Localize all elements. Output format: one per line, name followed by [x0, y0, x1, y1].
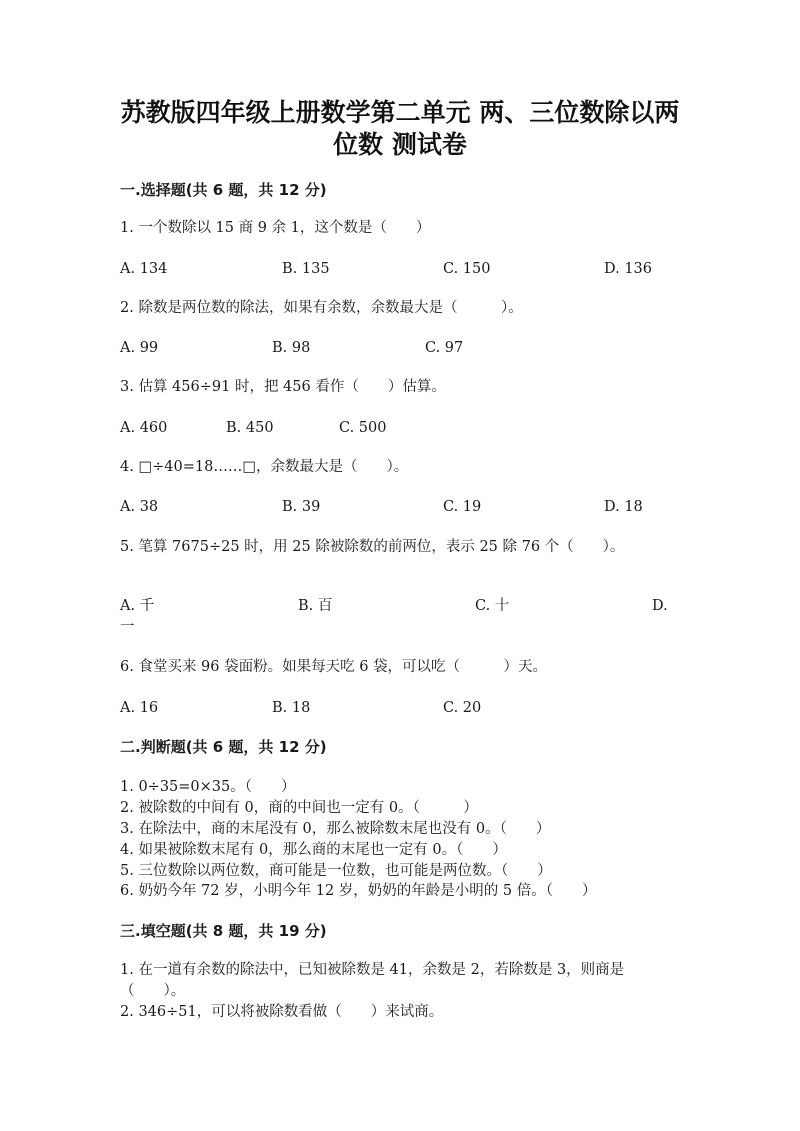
question-text: 3. 估算 456÷91 时，把 456 看作（ ）估算。	[120, 379, 446, 395]
judge-item: 2. 被除数的中间有 0，商的中间也一定有 0。（ ）	[120, 800, 478, 816]
judge-item: 6. 奶奶今年 72 岁，小明今年 12 岁，奶奶的年龄是小明的 5 倍。（ ）	[120, 883, 597, 899]
option-a: A. 99	[120, 340, 159, 356]
option-c: C. 19	[443, 499, 482, 515]
page-title-line-1: 苏教版四年级上册数学第二单元 两、三位数除以两	[120, 98, 680, 127]
judge-item: 3. 在除法中，商的末尾没有 0，那么被除数末尾也没有 0。（ ）	[120, 821, 551, 837]
judge-item: 5. 三位数除以两位数，商可能是一位数，也可能是两位数。（ ）	[120, 863, 552, 879]
question-text: 5. 笔算 7675÷25 时，用 25 除被除数的前两位，表示 25 除 76 个（ ）。	[120, 539, 625, 555]
option-b: B. 18	[272, 700, 311, 716]
fill-item: 2. 346÷51，可以将被除数看做（ ）来试商。	[120, 1004, 444, 1020]
option-c: C. 500	[339, 420, 387, 436]
option-c: C. 十	[475, 598, 510, 614]
option-b: B. 39	[282, 499, 321, 515]
option-d: D. 136	[604, 261, 653, 277]
option-a: A. 千	[120, 598, 155, 614]
page-title-line-2: 位数 测试卷	[333, 130, 467, 159]
question-text: 1. 一个数除以 15 商 9 余 1，这个数是（ ）	[120, 220, 431, 236]
question-text: 6. 食堂买来 96 袋面粉。如果每天吃 6 袋，可以吃（ ）天。	[120, 659, 548, 675]
fill-item: 1. 在一道有余数的除法中，已知被除数是 41，余数是 2，若除数是 3，则商是	[120, 962, 625, 978]
question-text: 2. 除数是两位数的除法，如果有余数，余数最大是（ ）。	[120, 300, 523, 316]
option-a: A. 134	[120, 261, 168, 277]
judge-item: 1. 0÷35=0×35。（ ）	[120, 779, 296, 795]
question-text: 4. □÷40=18……□，余数最大是（ ）。	[120, 459, 409, 475]
option-b: B. 百	[298, 598, 333, 614]
section-heading-judge: 二.判断题(共 6 题，共 12 分)	[120, 738, 327, 756]
fill-item-continued: （ ）。	[120, 983, 186, 999]
option-b: B. 98	[272, 340, 311, 356]
option-b: B. 450	[226, 420, 274, 436]
option-b: B. 135	[282, 261, 330, 277]
section-heading-choice: 一.选择题(共 6 题，共 12 分)	[120, 181, 327, 199]
option-d-continued: 一	[120, 619, 135, 635]
option-d: D.	[652, 598, 668, 614]
option-c: C. 97	[425, 340, 464, 356]
option-d: D. 18	[604, 499, 643, 515]
judge-item: 4. 如果被除数末尾有 0，那么商的末尾也一定有 0。（ ）	[120, 842, 507, 858]
option-c: C. 20	[443, 700, 482, 716]
section-heading-fill: 三.填空题(共 8 题，共 19 分)	[120, 922, 327, 940]
option-a: A. 460	[120, 420, 168, 436]
option-a: A. 16	[120, 700, 159, 716]
option-a: A. 38	[120, 499, 159, 515]
option-c: C. 150	[443, 261, 491, 277]
